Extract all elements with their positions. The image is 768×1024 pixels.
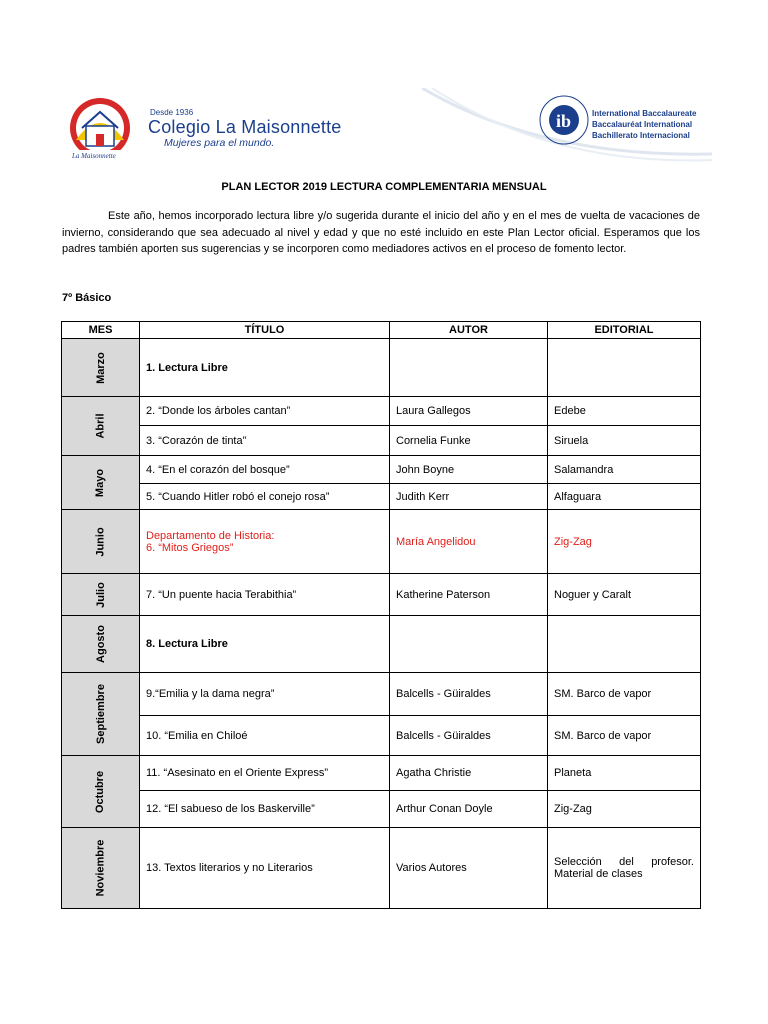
month-cell [62,673,140,756]
school-name: Colegio La Maisonnette [148,117,342,137]
title-cell: 1. Lectura Libre [140,339,390,397]
publisher-line: Selección del profesor. [554,856,694,868]
month-label: Abril [94,413,107,439]
title-cell: 11. “Asesinato en el Oriente Express” [140,756,390,791]
table-row [62,484,701,510]
author-cell: Cornelia Funke [390,426,548,456]
table-row [62,716,701,756]
publisher-cell: Zig-Zag [548,510,701,574]
table-row [62,673,701,716]
table-row [62,510,701,574]
month-label: Mayo [94,468,107,497]
table-header-row [62,322,701,339]
header-month: MES [62,322,140,339]
table-row [62,426,701,456]
school-logo-icon [62,96,142,166]
header-publisher: EDITORIAL [548,322,701,339]
month-label: Octubre [94,770,107,813]
publisher-cell: Salamandra [548,456,701,484]
reading-plan-table [61,321,701,909]
table-row [62,756,701,791]
book-title: 6. “Mitos Griegos” [146,541,234,554]
ib-text [592,108,696,141]
month-label: Julio [94,581,107,608]
publisher-cell: SM. Barco de vapor [548,673,701,716]
ib-logo-icon [538,94,590,146]
author-cell: Varios Autores [390,828,548,909]
publisher-cell: Edebe [548,397,701,426]
author-cell: John Boyne [390,456,548,484]
publisher-cell: SM. Barco de vapor [548,716,701,756]
title-cell: 9.“Emilia y la dama negra” [140,673,390,716]
svg-text:La Maisonnette: La Maisonnette [72,152,116,160]
title-cell: 13. Textos literarios y no Literarios [140,828,390,909]
month-cell [62,339,140,397]
month-cell [62,456,140,510]
table-row [62,339,701,397]
svg-text:ib: ib [556,111,572,131]
header-title: TÍTULO [140,322,390,339]
title-cell: 7. “Un puente hacia Terabithia” [140,574,390,616]
publisher-cell [548,616,701,673]
table-row [62,616,701,673]
ib-line: International Baccalaureate [592,109,697,118]
author-cell [390,339,548,397]
table-row [62,456,701,484]
month-label: Agosto [94,625,107,663]
header-author: AUTOR [390,322,548,339]
title-cell: 3. “Corazón de tinta” [140,426,390,456]
table-row [62,791,701,828]
month-cell [62,616,140,673]
month-cell [62,397,140,456]
author-cell: Laura Gallegos [390,397,548,426]
title-cell: 4. “En el corazón del bosque” [140,456,390,484]
author-cell: Agatha Christie [390,756,548,791]
ib-line: Baccalauréat International [592,120,693,129]
publisher-cell: Noguer y Caralt [548,574,701,616]
school-motto: Mujeres para el mundo. [164,137,275,149]
department-label: Departamento de Historia: [146,529,275,542]
publisher-cell: Siruela [548,426,701,456]
title-cell: 5. “Cuando Hitler robó el conejo rosa” [140,484,390,510]
author-cell [390,616,548,673]
publisher-cell [548,828,701,909]
publisher-line: Material de clases [554,868,643,880]
publisher-cell: Alfaguara [548,484,701,510]
title-cell [140,510,390,574]
letterhead [62,88,707,168]
author-cell: Arthur Conan Doyle [390,791,548,828]
month-label: Septiembre [94,684,107,744]
since-text: Desde 1936 [150,108,194,117]
month-cell [62,756,140,828]
author-cell: Judith Kerr [390,484,548,510]
month-label: Marzo [94,351,107,384]
title-cell: 10. “Emilia en Chiloé [140,716,390,756]
publisher-cell: Planeta [548,756,701,791]
author-cell: Katherine Paterson [390,574,548,616]
table-row [62,828,701,909]
author-cell: Balcells - Güiraldes [390,716,548,756]
intro-paragraph: Este año, hemos incorporado lectura libre y/o sugerida durante el inicio del año y en el mes de vuelta de vacaciones de invierno, considerando que sea adecuado al nivel y edad y que no esté incluido en este Plan Lector oficial. Esperamos que los padres también aporten sus sugerencias y se incorporen como mediadores activos en el proceso de fomento lector. [62,210,700,255]
month-cell [62,510,140,574]
month-label: Junio [94,526,107,557]
ib-line: Bachillerato Internacional [592,131,690,140]
month-cell [62,574,140,616]
table-row [62,574,701,616]
grade-level: 7º Básico [62,292,112,304]
document-title: PLAN LECTOR 2019 LECTURA COMPLEMENTARIA MENSUAL [221,181,547,193]
title-cell: 2. “Donde los árboles cantan” [140,397,390,426]
publisher-cell [548,339,701,397]
publisher-cell: Zig-Zag [548,791,701,828]
title-cell: 12. “El sabueso de los Baskerville” [140,791,390,828]
table-row [62,397,701,426]
author-cell: María Angelidou [390,510,548,574]
title-cell: 8. Lectura Libre [140,616,390,673]
school-name-block [148,108,342,149]
month-cell [62,828,140,909]
month-label: Noviembre [94,839,107,897]
author-cell: Balcells - Güiraldes [390,673,548,716]
